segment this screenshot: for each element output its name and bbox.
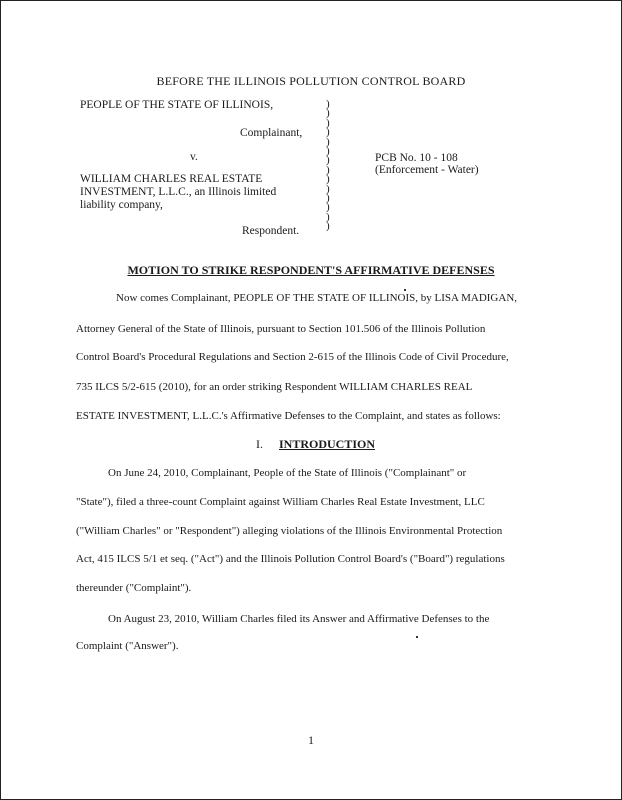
intro-line-4: 735 ILCS 5/2-615 (2010), for an order striking Respondent WILLIAM CHARLES REAL bbox=[76, 381, 473, 393]
scan-speck bbox=[416, 636, 418, 638]
case-number: PCB No. 10 - 108 bbox=[375, 152, 458, 164]
defendant-line-3: liability company, bbox=[80, 199, 163, 211]
case-type: (Enforcement - Water) bbox=[375, 164, 479, 176]
section-number: I. bbox=[256, 437, 263, 451]
intro-line-5: ESTATE INVESTMENT, L.L.C.'s Affirmative Defenses to the Complaint, and states as follows: bbox=[76, 410, 501, 422]
caption-parentheses: ) ) ) ) ) ) ) ) ) ) ) ) ) ) bbox=[326, 98, 330, 233]
scan-speck bbox=[404, 289, 406, 291]
intro-line-3: Control Board's Procedural Regulations and Section 2-615 of the Illinois Code of Civil Procedure, bbox=[76, 351, 509, 363]
versus-label: v. bbox=[190, 151, 198, 163]
para2-line-1: On August 23, 2010, William Charles filed its Answer and Affirmative Defenses to the bbox=[108, 613, 490, 625]
section-title: INTRODUCTION bbox=[279, 437, 376, 451]
intro-line-1: Now comes Complainant, PEOPLE OF THE STATE OF ILLINOIS, by LISA MADIGAN, bbox=[116, 292, 518, 304]
plaintiff-name: PEOPLE OF THE STATE OF ILLINOIS, bbox=[80, 99, 274, 111]
para2-line-2: Complaint ("Answer"). bbox=[76, 640, 179, 652]
intro-line-2: Attorney General of the State of Illinois, pursuant to Section 101.506 of the Illinois Pollution bbox=[76, 323, 486, 335]
para1-line-2: "State"), filed a three-count Complaint against William Charles Real Estate Investment, LLC bbox=[76, 496, 485, 508]
para1-line-3: ("William Charles" or "Respondent") alleging violations of the Illinois Environmental Protection bbox=[76, 525, 503, 537]
para1-line-1: On June 24, 2010, Complainant, People of the State of Illinois ("Complainant" or bbox=[108, 467, 467, 479]
para1-line-4: Act, 415 ILCS 5/1 et seq. ("Act") and the Illinois Pollution Control Board's ("Board") regulations bbox=[76, 553, 505, 565]
defendant-line-1: WILLIAM CHARLES REAL ESTATE bbox=[80, 173, 263, 185]
para1-line-5: thereunder ("Complaint"). bbox=[76, 582, 192, 594]
court-heading: BEFORE THE ILLINOIS POLLUTION CONTROL BOARD bbox=[156, 74, 466, 88]
defendant-role: Respondent. bbox=[242, 225, 300, 237]
page-number: 1 bbox=[308, 733, 314, 747]
motion-title: MOTION TO STRIKE RESPONDENT'S AFFIRMATIVE DEFENSES bbox=[127, 263, 495, 277]
plaintiff-role: Complainant, bbox=[240, 127, 303, 139]
defendant-line-2: INVESTMENT, L.L.C., an Illinois limited bbox=[80, 186, 277, 198]
